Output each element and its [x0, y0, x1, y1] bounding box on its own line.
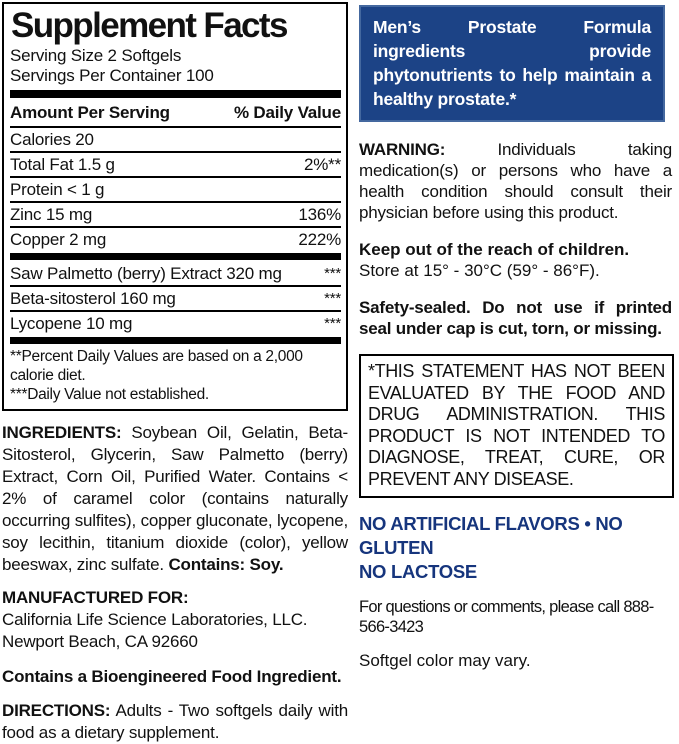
left-column: [2, 2, 348, 742]
nutrient-label: Protein < 1 g: [10, 180, 105, 199]
softgel-color-note: Softgel color may vary.: [359, 651, 531, 670]
warning-text: Individuals taking medication(s) or persons who have a health condition should consult their physician before using this product.: [359, 140, 672, 222]
ingredients-contains: Contains: Soy.: [168, 555, 284, 574]
facts-header-row: [10, 101, 341, 128]
nutrient-label: Beta-sitosterol 160 mg: [10, 289, 176, 308]
nutrient-label: Zinc 15 mg: [10, 205, 93, 224]
nutrient-label: Saw Palmetto (berry) Extract 320 mg: [10, 264, 282, 283]
ingredients-text: Soybean Oil, Gelatin, Beta-Sitosterol, Glycerin, Saw Palmetto (berry) Extract, Corn Oil, Purified Water. Contains < 2% of caramel color (contains naturally occurring sulfites), copper gluconate, lycopene, soy lecithin, titanium dioxide (color), yellow beeswax, zinc sulfate.: [2, 423, 348, 574]
nutrient-row: [10, 228, 341, 251]
nutrient-value: 2%**: [303, 155, 341, 174]
no-claims-line1: NO ARTIFICIAL FLAVORS • NO GLUTEN: [359, 513, 623, 558]
supplement-facts-panel: [2, 2, 348, 411]
manufactured-for-block: [2, 587, 348, 653]
ingredients-paragraph: [2, 422, 348, 576]
storage-instructions: Store at 15° - 30°C (59° - 86°F).: [359, 261, 600, 280]
ingredients-label: INGREDIENTS:: [2, 423, 122, 442]
nutrient-row: [10, 178, 341, 203]
daily-value-footnote: **Percent Daily Values are based on a 2,000 calorie diet.: [10, 348, 303, 384]
directions-text: Adults - Two softgels daily with food as a dietary supplement.: [2, 701, 348, 742]
divider-mid: [10, 337, 341, 344]
warning-paragraph: [359, 139, 672, 223]
right-column: [359, 2, 672, 670]
directions-label: DIRECTIONS:: [2, 701, 111, 720]
directions-paragraph: [2, 700, 348, 744]
fda-disclaimer-box: *THIS STATEMENT HAS NOT BEEN EVALUATED BY THE FOOD AND DRUG ADMINISTRATION. THIS PRODUCT IS NOT INTENDED TO DIAGNOSE, TREAT, CURE, OR PREVENT ANY DISEASE.: [359, 354, 674, 498]
serving-size: Serving Size 2 Softgels: [10, 46, 182, 65]
no-claims-line2: NO LACTOSE: [359, 561, 477, 582]
safety-seal-statement: Safety-sealed. Do not use if printed seal under cap is cut, torn, or missing.: [359, 298, 672, 338]
nutrient-value: 222%: [298, 230, 341, 249]
nutrient-label: Lycopene 10 mg: [10, 314, 133, 333]
nutrient-row: [10, 203, 341, 228]
bioengineered-statement: Contains a Bioengineered Food Ingredient.: [2, 667, 342, 686]
nutrient-label: Calories 20: [10, 130, 94, 149]
no-claims-statement: [359, 512, 672, 584]
nutrient-row: [10, 262, 341, 287]
keep-out-of-reach-statement: Keep out of the reach of children.: [359, 240, 630, 259]
nutrient-row: [10, 287, 341, 312]
servings-per-container: Servings Per Container 100: [10, 66, 214, 85]
nutrient-value: ***: [324, 265, 341, 282]
warning-label: WARNING:: [359, 140, 446, 159]
daily-value-header: % Daily Value: [233, 103, 341, 122]
divider-mid: [10, 253, 341, 260]
manufacturer-address: Newport Beach, CA 92660: [2, 632, 198, 651]
nutrient-row: [10, 153, 341, 178]
manufactured-for-label: MANUFACTURED FOR:: [2, 588, 189, 607]
questions-phone-line: For questions or comments, please call 888-566-3423: [359, 598, 654, 636]
supplement-facts-title: Supplement Facts: [11, 6, 287, 45]
nutrient-row: [10, 312, 341, 335]
nutrient-row: [10, 128, 341, 153]
nutrient-label: Copper 2 mg: [10, 230, 107, 249]
nutrient-value: ***: [324, 315, 341, 332]
manufacturer-name: California Life Science Laboratories, LLC.: [2, 610, 308, 629]
divider-thick: [10, 90, 341, 98]
nutrient-value: ***: [324, 290, 341, 307]
nutrient-value: 136%: [298, 205, 341, 224]
product-headline-banner: Men’s Prostate Formula ingredients provide phytonutrients to help maintain a healthy prostate.*: [359, 5, 665, 122]
not-established-footnote: ***Daily Value not established.: [10, 386, 209, 403]
nutrient-label: Total Fat 1.5 g: [10, 155, 115, 174]
amount-per-serving-header: Amount Per Serving: [10, 103, 170, 122]
